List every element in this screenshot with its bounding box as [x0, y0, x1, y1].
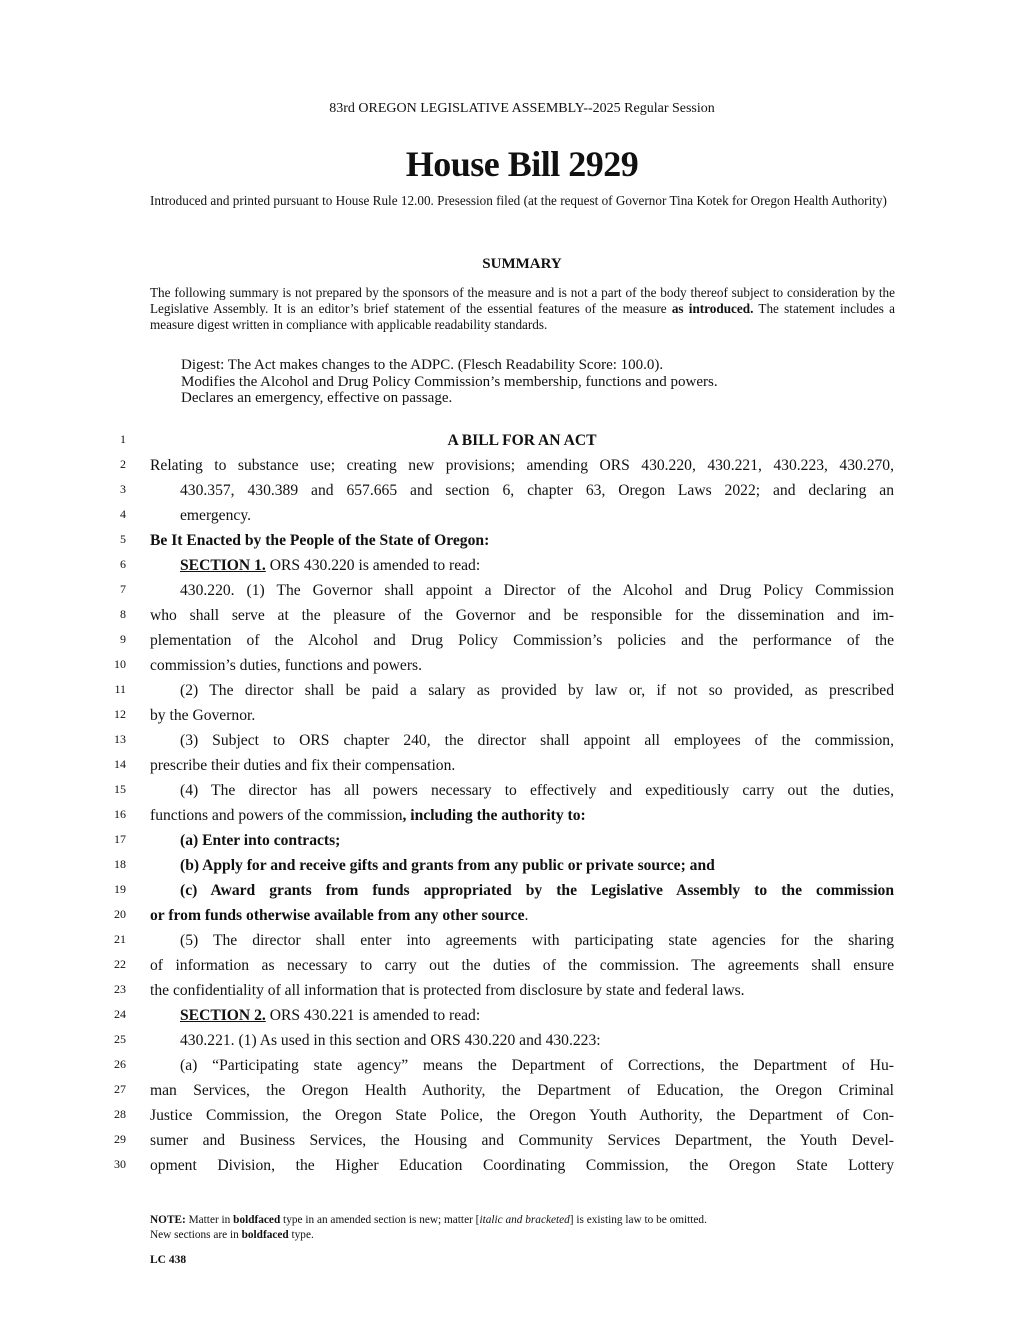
line-number: 11 [114, 682, 126, 696]
new-text-bold: (b) Apply for and receive gifts and grants from any public or private source; and [180, 857, 715, 874]
line-number: 9 [120, 632, 126, 646]
bill-text-fragment: ORS 430.221 is amended to read: [265, 1007, 481, 1024]
new-text-bold: or from funds otherwise available from any other source [150, 907, 525, 924]
line-number: 2 [120, 457, 126, 471]
note-fragment: type in an amended section is new; matter [ [280, 1214, 480, 1226]
bill-text: plementation of the Alcohol and Drug Policy Commission’s policies and the performance of the [150, 632, 894, 649]
measure-digest [181, 357, 901, 407]
line-number: 18 [114, 857, 126, 871]
bill-line [0, 678, 1024, 703]
bill-line [0, 503, 1024, 528]
bill-text: commission’s duties, functions and powers. [150, 657, 422, 674]
summary-text [150, 285, 895, 333]
bill-line [0, 778, 1024, 803]
line-number: 30 [114, 1157, 126, 1171]
digest-line: Digest: The Act makes changes to the ADPC. (Flesch Readability Score: 100.0). [181, 357, 664, 373]
digest-line: Modifies the Alcohol and Drug Policy Commission’s membership, functions and powers. [181, 373, 718, 390]
line-number: 3 [120, 482, 126, 496]
new-text-bold: (c) Award grants from funds appropriated by the Legislative Assembly to the commission [180, 882, 894, 899]
line-number: 19 [114, 882, 126, 896]
lc-number: LC 438 [150, 1254, 187, 1266]
note-bold: boldfaced [233, 1214, 281, 1226]
bill-text-fragment: . [524, 907, 529, 924]
bill-text: the confidentiality of all information that is protected from disclosure by state and federal laws. [150, 982, 745, 999]
bill-line [0, 428, 1024, 453]
digest-line: Declares an emergency, effective on passage. [181, 390, 453, 406]
line-number: 26 [114, 1057, 126, 1071]
summary-heading: SUMMARY [482, 256, 562, 272]
note-fragment: New sections are in [150, 1229, 242, 1241]
bill-line [0, 978, 1024, 1003]
bill-line [0, 728, 1024, 753]
bill-text: by the Governor. [150, 707, 256, 724]
bill-text: Justice Commission, the Oregon State Police, the Oregon Youth Authority, the Department of Con- [150, 1107, 894, 1124]
bill-line [0, 803, 1024, 828]
line-number: 14 [114, 757, 126, 771]
bill-act-heading: A BILL FOR AN ACT [447, 432, 597, 449]
bill-line [0, 1003, 1024, 1028]
bill-text: of information as necessary to carry out the duties of the commission. The agreements shall ensure [150, 957, 894, 974]
bill-line [0, 853, 1024, 878]
bill-text [150, 1003, 894, 1028]
note-line-2 [150, 1228, 910, 1243]
note-fragment: ] is existing law to be omitted. [569, 1214, 707, 1226]
bill-line [0, 528, 1024, 553]
note-fragment: Matter in [185, 1214, 234, 1226]
line-number: 8 [120, 607, 126, 621]
line-number: 1 [120, 432, 126, 446]
summary-text-part-2: The statement includes a measure digest written in compliance with applicable readability standards. [150, 301, 895, 332]
note-fragment: type. [288, 1229, 314, 1241]
summary-as-introduced: as introduced. [671, 301, 754, 316]
bill-text: (3) Subject to ORS chapter 240, the director shall appoint all employees of the commission, [180, 732, 894, 749]
bill-text: emergency. [180, 507, 252, 524]
bill-text: (a) “Participating state agency” means the Department of Corrections, the Department of Hu- [180, 1057, 894, 1074]
bill-line [0, 553, 1024, 578]
bill-text: who shall serve at the pleasure of the Governor and be responsible for the dissemination and im- [150, 607, 894, 624]
note-line-1 [150, 1213, 910, 1228]
bill-text [150, 803, 894, 828]
line-number: 28 [114, 1107, 126, 1121]
bill-text: (5) The director shall enter into agreements with participating state agencies for the sharing [180, 932, 894, 949]
note-label: NOTE: [150, 1214, 186, 1226]
line-number: 17 [114, 832, 126, 846]
bill-text [150, 553, 894, 578]
bill-line [0, 703, 1024, 728]
line-number: 25 [114, 1032, 126, 1046]
bill-title: House Bill 2929 [405, 144, 639, 184]
bill-line [0, 878, 1024, 903]
bill-line [0, 1128, 1024, 1153]
line-number: 7 [120, 582, 126, 596]
line-number: 10 [114, 657, 126, 671]
bill-line [0, 1053, 1024, 1078]
footer-note [150, 1213, 910, 1243]
bill-text: 430.221. (1) As used in this section and ORS 430.220 and 430.223: [180, 1032, 601, 1049]
line-number: 23 [114, 982, 126, 996]
line-number: 24 [114, 1007, 126, 1021]
bill-line [0, 653, 1024, 678]
line-number: 4 [120, 507, 126, 521]
bill-text [150, 903, 894, 928]
bill-text: 430.220. (1) The Governor shall appoint a Director of the Alcohol and Drug Policy Commission [180, 582, 894, 599]
bill-text: (2) The director shall be paid a salary as provided by law or, if not so provided, as prescribed [180, 682, 894, 699]
note-bold: boldfaced [241, 1229, 289, 1241]
bill-line [0, 828, 1024, 853]
bill-line [0, 903, 1024, 928]
new-text-bold: , including the authority to: [402, 807, 586, 824]
line-number: 22 [114, 957, 126, 971]
bill-line [0, 753, 1024, 778]
bill-line [0, 1153, 1024, 1178]
line-number: 13 [114, 732, 126, 746]
bill-line [0, 453, 1024, 478]
bill-line [0, 953, 1024, 978]
line-number: 29 [114, 1132, 126, 1146]
summary-text-part-1: The following summary is not prepared by the sponsors of the measure and is not a part of the body thereof subject to consideration by the Legislative Assembly. It is an editor’s brief statement of the essential features of the measure [150, 285, 895, 316]
bill-line [0, 578, 1024, 603]
bill-body [0, 428, 1024, 1178]
line-number: 12 [114, 707, 126, 721]
bill-line [0, 603, 1024, 628]
bill-text: prescribe their duties and fix their compensation. [150, 757, 456, 774]
bill-line [0, 1103, 1024, 1128]
bill-line [0, 628, 1024, 653]
note-italic: italic and bracketed [479, 1214, 570, 1226]
line-number: 5 [120, 532, 126, 546]
section-1-label: SECTION 1. [180, 557, 266, 574]
bill-text-fragment: ORS 430.220 is amended to read: [265, 557, 481, 574]
line-number: 6 [120, 557, 126, 571]
new-text-bold: (a) Enter into contracts; [180, 832, 341, 849]
introduction-note: Introduced and printed pursuant to House Rule 12.00. Presession filed (at the request of Governor Tina Kotek for Oregon Health Authority) [150, 193, 887, 208]
line-number: 16 [114, 807, 126, 821]
line-number: 20 [114, 907, 126, 921]
bill-text: (4) The director has all powers necessary to effectively and expeditiously carry out the duties, [180, 782, 894, 799]
bill-text: sumer and Business Services, the Housing and Community Services Department, the Youth Devel- [150, 1132, 894, 1149]
bill-text: Relating to substance use; creating new provisions; amending ORS 430.220, 430.221, 430.223, 430.270, [150, 457, 894, 474]
bill-text: man Services, the Oregon Health Authority, the Department of Education, the Oregon Criminal [150, 1082, 894, 1099]
section-2-label: SECTION 2. [180, 1007, 266, 1024]
session-header: 83rd OREGON LEGISLATIVE ASSEMBLY--2025 Regular Session [329, 101, 715, 116]
bill-text-fragment: functions and powers of the commission [150, 807, 403, 824]
enacting-clause: Be It Enacted by the People of the State of Oregon: [150, 532, 490, 549]
line-number: 15 [114, 782, 126, 796]
bill-line [0, 1078, 1024, 1103]
bill-line [0, 928, 1024, 953]
bill-line [0, 478, 1024, 503]
line-number: 21 [114, 932, 126, 946]
line-number: 27 [114, 1082, 126, 1096]
bill-text: opment Division, the Higher Education Coordinating Commission, the Oregon State Lottery [150, 1157, 894, 1174]
bill-text: 430.357, 430.389 and 657.665 and section 6, chapter 63, Oregon Laws 2022; and declaring an [180, 482, 894, 499]
bill-line [0, 1028, 1024, 1053]
